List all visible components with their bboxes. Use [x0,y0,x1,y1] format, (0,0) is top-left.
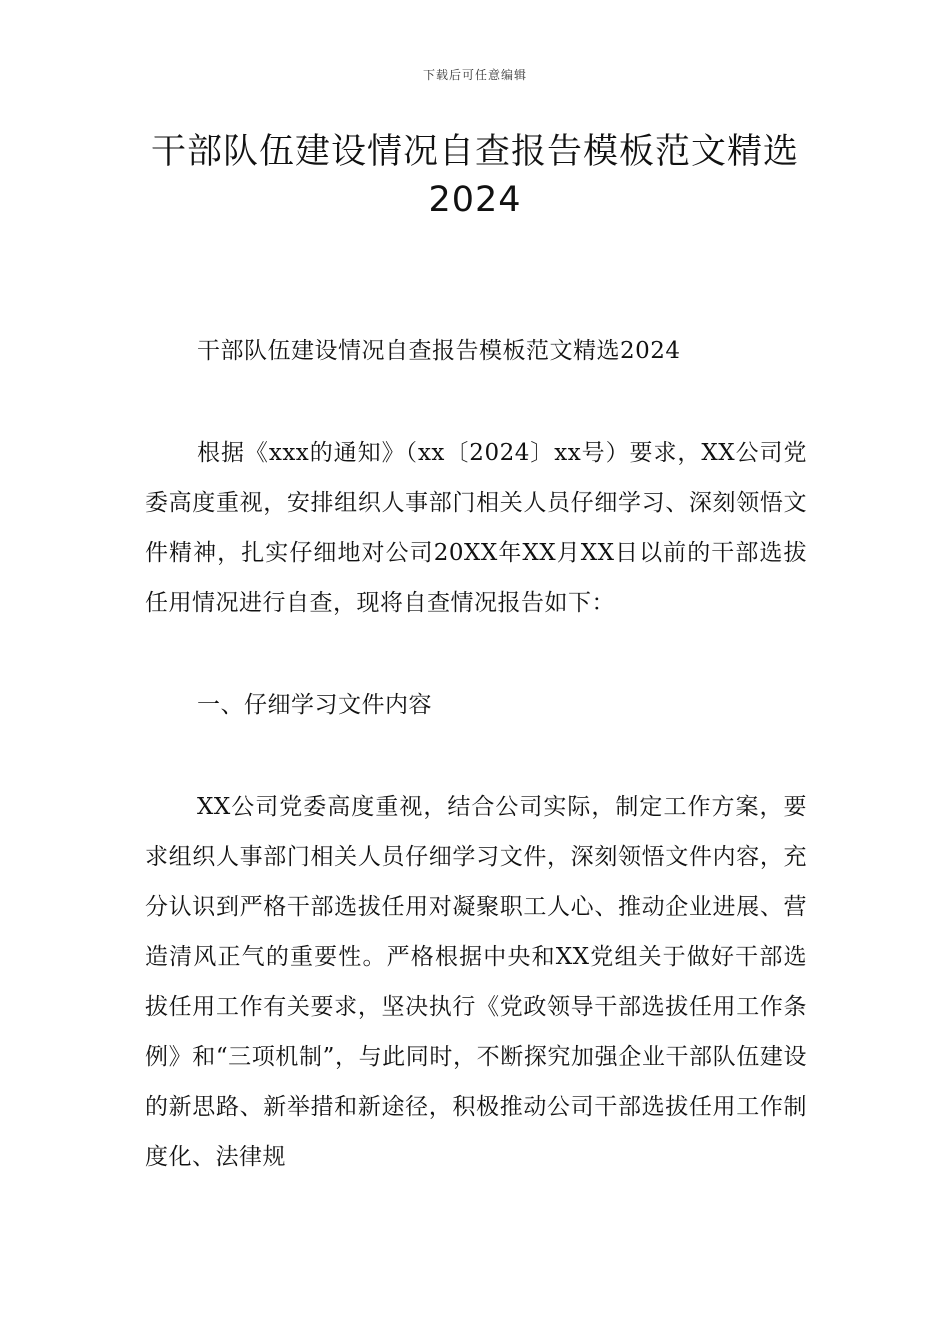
intro-paragraph: 根据《xxx的通知》（xx〔2024〕xx号）要求，XX公司党委高度重视，安排组织人事部门相关人员仔细学习、深刻领悟文件精神，扎实仔细地对公司20XX年XX月XX日以前的干部选拔任用情况进行自查，现将自查情况报告如下： [145,440,807,616]
document-title [120,128,830,224]
body-paragraph: XX公司党委高度重视，结合公司实际，制定工作方案，要求组织人事部门相关人员仔细学习文件，深刻领悟文件内容，充分认识到严格干部选拔任用对凝聚职工人心、推动企业进展、营造清风正气的重要性。严格根据中央和XX党组关于做好干部选拔任用工作有关要求，坚决执行《党政领导干部选拔任用工作条例》和“三项机制”，与此同时，不断探究加强企业干部队伍建设的新思路、新举措和新途径，积极推动公司干部选拔任用工作制度化、法律规 [145,794,807,1170]
document-title-line1: 干部队伍建设情况自查报告模板范文精选 [150,132,799,172]
document-body [145,326,807,1234]
document-title-line2: 2024 [428,180,522,220]
header-note: 下载后可任意编辑 [422,68,527,82]
subtitle-paragraph: 干部队伍建设情况自查报告模板范文精选2024 [197,338,681,364]
section-heading: 一、仔细学习文件内容 [197,692,432,718]
